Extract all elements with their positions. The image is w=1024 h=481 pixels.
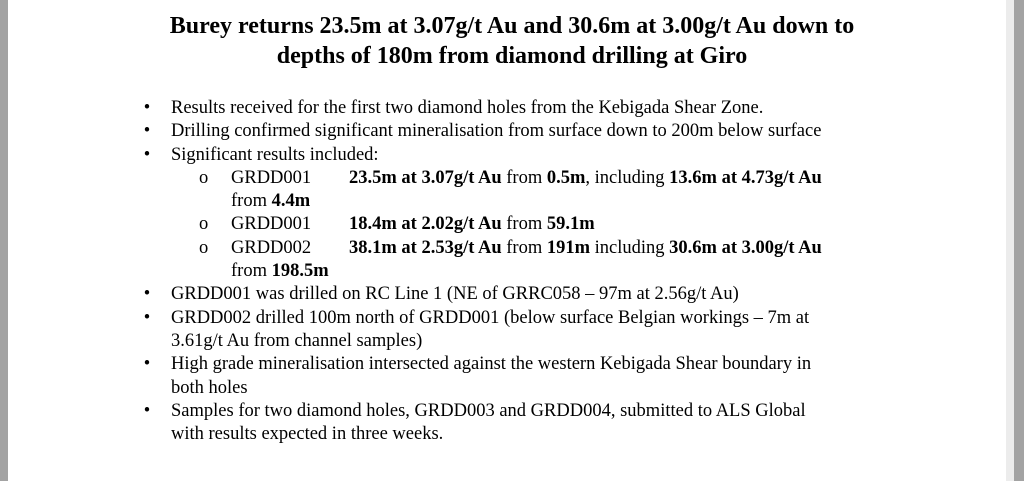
bullet-marker: • bbox=[143, 121, 151, 142]
result-from2-label: from bbox=[231, 261, 267, 282]
bullet-marker: • bbox=[143, 284, 151, 305]
bullet-text-line-2: 3.61g/t Au from channel samples) bbox=[171, 330, 423, 351]
result-interval: 18.4m at 2.02g/t Au bbox=[349, 214, 502, 235]
result-from2-label: from bbox=[231, 191, 267, 212]
result-from2-depth: 198.5m bbox=[271, 261, 329, 282]
result-from-depth: 191m bbox=[546, 237, 591, 258]
bullet-item bbox=[0, 307, 1000, 354]
bullet-text-line-1: High grade mineralisation intersected against the western Kebigada Shear boundary in bbox=[171, 354, 812, 375]
bullet-marker: • bbox=[143, 98, 151, 118]
result-including-interval: 30.6m at 3.00g/t Au bbox=[669, 237, 822, 258]
bullet-text-line-1: GRDD002 drilled 100m north of GRDD001 (below surface Belgian workings – 7m at bbox=[171, 307, 810, 328]
bullet-item bbox=[0, 97, 1000, 120]
result-from2-depth: 4.4m bbox=[271, 191, 311, 212]
title-line-2: depths of 180m from diamond drilling at Giro bbox=[276, 43, 748, 69]
result-from-label: from bbox=[506, 237, 543, 258]
window-frame-right-inner bbox=[1006, 0, 1014, 481]
result-from-label: from bbox=[506, 167, 543, 188]
result-item bbox=[0, 213, 1000, 236]
result-including-interval: 13.6m at 4.73g/t Au bbox=[669, 167, 822, 188]
result-interval: 38.1m at 2.53g/t Au bbox=[349, 237, 502, 258]
bullet-text: Significant results included: bbox=[171, 144, 379, 165]
bullet-item bbox=[0, 400, 1000, 447]
sub-bullet-marker: o bbox=[199, 167, 209, 188]
result-item bbox=[0, 167, 1000, 214]
bullet-text-line-1: Samples for two diamond holes, GRDD003 and GRDD004, submitted to ALS Global bbox=[171, 400, 806, 421]
sub-bullet-marker: o bbox=[199, 214, 209, 235]
bullet-text: Drilling confirmed significant mineralisation from surface down to 200m below surface bbox=[171, 121, 822, 142]
result-interval: 23.5m at 3.07g/t Au bbox=[349, 167, 502, 188]
hole-id: GRDD002 bbox=[231, 237, 312, 258]
bullet-text-line-2: both holes bbox=[171, 377, 248, 398]
bullet-list bbox=[0, 97, 1000, 446]
result-from-depth: 0.5m bbox=[546, 167, 586, 188]
result-including-label: including bbox=[594, 237, 665, 258]
result-from-depth: 59.1m bbox=[546, 214, 595, 235]
bullet-item bbox=[0, 144, 1000, 167]
bullet-marker: • bbox=[143, 354, 151, 375]
bullet-item bbox=[0, 120, 1000, 143]
bullet-item bbox=[0, 283, 1000, 306]
bullet-text: Results received for the first two diamond holes from the Kebigada Shear Zone. bbox=[171, 98, 764, 118]
bullet-item bbox=[0, 353, 1000, 400]
bullet-text-line-2: with results expected in three weeks. bbox=[171, 424, 444, 445]
bullet-marker: • bbox=[143, 144, 151, 165]
bullet-marker: • bbox=[143, 307, 151, 328]
bullet-text: GRDD001 was drilled on RC Line 1 (NE of GRRC058 – 97m at 2.56g/t Au) bbox=[171, 284, 739, 305]
hole-id: GRDD001 bbox=[231, 214, 312, 235]
result-item bbox=[0, 237, 1000, 284]
sub-bullet-marker: o bbox=[199, 237, 209, 258]
window-frame-right bbox=[1014, 0, 1024, 481]
title-line-1: Burey returns 23.5m at 3.07g/t Au and 30.6m at 3.00g/t Au down to bbox=[169, 13, 855, 39]
result-from-label: from bbox=[506, 214, 543, 235]
hole-id: GRDD001 bbox=[231, 167, 312, 188]
bullet-marker: • bbox=[143, 400, 151, 421]
document-title bbox=[0, 11, 1024, 71]
result-including-label: , including bbox=[585, 167, 665, 188]
